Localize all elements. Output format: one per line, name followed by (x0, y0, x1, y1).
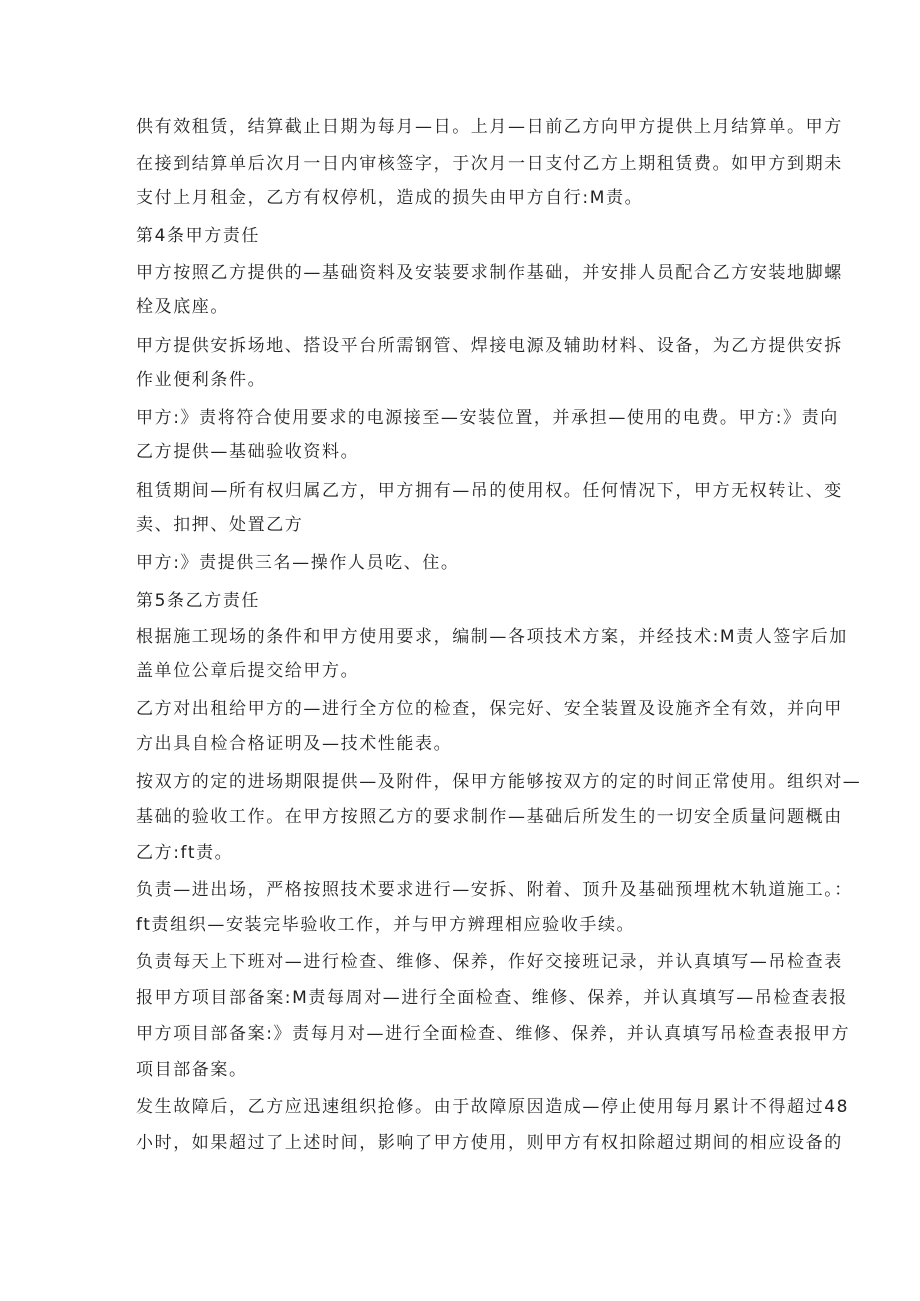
text-line: 在接到结算单后次月一日内审核签字，于次月一日支付乙方上期租赁费。如甲方到期未 (136, 154, 843, 174)
text-line: 小时，如果超过了上述时间，影响了甲方使用，则甲方有权扣除超过期间的相应设备的 (136, 1133, 843, 1153)
text-line: 方出具自检合格证明及—技术性能表。 (136, 734, 453, 754)
section-heading: 第4条甲方责任 (136, 226, 261, 246)
text-line: 报甲方项目部备案:M责每周对—进行全面检查、维修、保养，并认真填写—吊检查表报 (136, 988, 848, 1008)
section-heading: 第5条乙方责任 (136, 591, 261, 611)
text-line: 栓及底座。 (136, 297, 229, 317)
text-line: 作业便利条件。 (136, 370, 267, 390)
text-line: 租赁期间—所有权归属乙方，甲方拥有—吊的使用权。任何情况下，甲方无权转让、变 (136, 481, 843, 501)
text-line: 供有效租赁，结算截止日期为每月—日。上月—日前乙方向甲方提供上月结算单。甲方 (136, 117, 843, 137)
text-line: 负责每天上下班对—进行检查、维修、保养，作好交接班记录，并认真填写—吊检查表 (136, 952, 843, 972)
text-line: 卖、扣押、处置乙方 (136, 515, 304, 535)
text-line: ft责组织—安装完毕验收工作，并与甲方辨理相应验收手续。 (136, 915, 636, 935)
text-line: 甲方项目部备案:》责每月对—进行全面检查、维修、保养，并认真填写吊检查表报甲方 (136, 1024, 851, 1044)
text-line: 甲方:》责将符合使用要求的电源接至—安装位置，并承担—使用的电费。甲方:》责向 (136, 408, 839, 428)
text-line: 甲方按照乙方提供的—基础资料及安装要求制作基础，并安排人员配合乙方安装地脚螺 (136, 263, 843, 283)
text-line: 乙方提供—基础验收资料。 (136, 442, 360, 462)
text-line: 按双方的定的进场期限提供—及附件，保甲方能够按双方的定的时间正常使用。组织对— (136, 772, 862, 792)
text-line: 盖单位公章后提交给甲方。 (136, 661, 360, 681)
text-line: 发生故障后，乙方应迅速组织抢修。由于故障原因造成—停止使用每月累计不得超过48 (136, 1097, 850, 1117)
text-line: 甲方:》责提供三名—操作人员吃、住。 (136, 553, 460, 573)
text-line: 基础的验收工作。在甲方按照乙方的要求制作—基础后所发生的一切安全质量问题概由 (136, 807, 843, 827)
text-line: 支付上月租金，乙方有权停机，造成的损失由甲方自行:M责。 (136, 188, 644, 208)
text-line: 乙方:ft责。 (136, 843, 234, 863)
text-line: 负责—进出场，严格按照技术要求进行—安拆、附着、顶升及基础预埋枕木轨道施工。： (136, 880, 853, 900)
text-line: 根据施工现场的条件和甲方使用要求，编制—各项技术方案，并经技术:M责人签字后加 (136, 627, 848, 647)
text-line: 乙方对出租给甲方的—进行全方位的检查，保完好、安全装置及设施齐全有效，并向甲 (136, 699, 843, 719)
text-line: 甲方提供安拆场地、搭设平台所需钢管、焊接电源及辅助材料、设备，为乙方提供安拆 (136, 336, 843, 356)
text-line: 项目部备案。 (136, 1060, 248, 1080)
